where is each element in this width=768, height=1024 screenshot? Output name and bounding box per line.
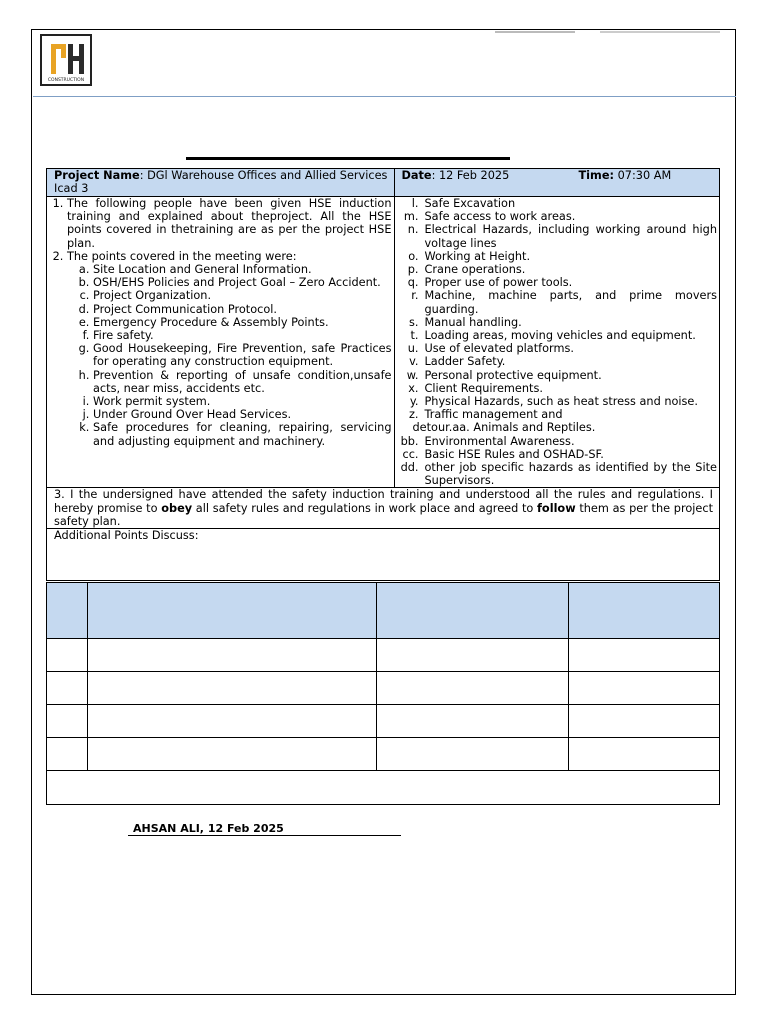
item-text: Traffic management and bbox=[424, 408, 563, 422]
table-cell bbox=[47, 705, 88, 738]
table-cell bbox=[569, 639, 720, 672]
list-item: c. Project Organization. bbox=[93, 289, 392, 302]
date-value: : 12 Feb 2025 bbox=[431, 169, 510, 182]
table-cell bbox=[87, 738, 376, 771]
list-item bbox=[395, 263, 718, 276]
list-item bbox=[395, 355, 718, 368]
list-item: j. Under Ground Over Head Services. bbox=[93, 408, 392, 421]
topics-left-cell bbox=[47, 197, 395, 488]
signature-line bbox=[128, 835, 401, 836]
undertaking-cell bbox=[47, 488, 720, 529]
item-marker: t. bbox=[410, 329, 419, 343]
list-item bbox=[395, 289, 718, 315]
table-footer-row bbox=[47, 771, 720, 805]
item-text: detour.aa. Animals and Reptiles. bbox=[412, 421, 596, 435]
induction-table bbox=[46, 168, 720, 581]
header-cell bbox=[569, 583, 720, 639]
list-item: f. Fire safety. bbox=[93, 329, 392, 342]
list-item bbox=[395, 421, 718, 434]
item-text: other job specific hazards as identified by the Site Supervisors. bbox=[424, 461, 717, 488]
topics-intro: The points covered in the meeting were: bbox=[67, 249, 297, 263]
right-topic-list bbox=[395, 197, 718, 487]
time-value: 07:30 AM bbox=[614, 169, 672, 182]
signature-text: AHSAN ALI, 12 Feb 2025 bbox=[133, 822, 284, 835]
list-item bbox=[395, 342, 718, 355]
list-item: a. Site Location and General Information. bbox=[93, 263, 392, 276]
list-item bbox=[395, 197, 718, 210]
item-marker: w. bbox=[406, 368, 419, 382]
table-cell bbox=[376, 705, 569, 738]
item-text: Physical Hazards, such as heat stress and noise. bbox=[424, 395, 698, 409]
list-item bbox=[395, 329, 718, 342]
list-item: d. Project Communication Protocol. bbox=[93, 303, 392, 316]
item-text: Basic HSE Rules and OSHAD-SF. bbox=[424, 447, 604, 461]
item-marker: dd. bbox=[400, 461, 419, 475]
date-label: Date bbox=[401, 169, 432, 182]
header-row bbox=[47, 169, 720, 197]
item-text: Working at Height. bbox=[424, 249, 531, 263]
table-cell bbox=[376, 639, 569, 672]
item-text: Electrical Hazards, including working around high voltage lines bbox=[424, 223, 717, 250]
table-cell bbox=[47, 639, 88, 672]
project-name-value: : DGl Warehouse Offices and Allied Services Icad 3 bbox=[54, 169, 388, 196]
item-marker: s. bbox=[409, 315, 419, 329]
topics-sublist bbox=[67, 263, 392, 448]
company-logo bbox=[40, 34, 92, 86]
undertaking-text: them as per the project safety plan. bbox=[54, 501, 714, 528]
list-item: i. Work permit system. bbox=[93, 395, 392, 408]
header-cell bbox=[376, 583, 569, 639]
list-item: e. Emergency Procedure & Assembly Points. bbox=[93, 316, 392, 329]
item-text: Crane operations. bbox=[424, 263, 526, 277]
table-cell bbox=[87, 672, 376, 705]
item-marker: x. bbox=[408, 381, 419, 395]
main-list bbox=[49, 197, 392, 448]
obey-word: obey bbox=[161, 501, 193, 515]
list-item bbox=[395, 223, 718, 249]
undertaking-text: all safety rules and regulations in work place and agreed to bbox=[192, 501, 538, 515]
table-row bbox=[47, 738, 720, 771]
item-text: Safe Excavation bbox=[424, 197, 516, 210]
item-marker: o. bbox=[408, 249, 419, 263]
list-item: 1. The following people have been given HSE induction training and explained about theproject. All the HSE points covered in thetraining are as per the project HSE plan. bbox=[67, 197, 392, 250]
list-item bbox=[395, 276, 718, 289]
list-item bbox=[395, 448, 718, 461]
date-time-cell bbox=[394, 169, 720, 197]
project-name-label: Project Name bbox=[54, 169, 140, 182]
list-item bbox=[395, 316, 718, 329]
table-cell bbox=[569, 705, 720, 738]
attendance-header-row bbox=[47, 583, 720, 639]
list-item bbox=[395, 369, 718, 382]
item-marker: m. bbox=[403, 210, 419, 224]
table-row bbox=[47, 705, 720, 738]
additional-points-cell bbox=[47, 529, 720, 581]
item-marker: y. bbox=[409, 395, 419, 409]
item-text: Personal protective equipment. bbox=[424, 368, 602, 382]
item-text: Use of elevated platforms. bbox=[424, 342, 574, 356]
follow-word: follow bbox=[537, 501, 576, 515]
item-text: Loading areas, moving vehicles and equipment. bbox=[424, 329, 696, 343]
list-item bbox=[395, 210, 718, 223]
additional-points-label: Additional Points Discuss: bbox=[54, 529, 199, 543]
table-row bbox=[47, 672, 720, 705]
undertaking-row bbox=[47, 488, 720, 529]
list-item bbox=[395, 435, 718, 448]
list-item bbox=[395, 408, 718, 421]
header-cell bbox=[87, 583, 376, 639]
item-marker: n. bbox=[407, 223, 419, 237]
item-marker: bb. bbox=[400, 434, 419, 448]
table-cell bbox=[376, 738, 569, 771]
item-text: Machine, machine parts, and prime movers guarding. bbox=[424, 289, 717, 316]
table-cell bbox=[47, 672, 88, 705]
item-marker: u. bbox=[407, 342, 419, 356]
table-cell bbox=[87, 705, 376, 738]
svg-text:CONSTRUCTION: CONSTRUCTION bbox=[47, 78, 85, 83]
top-rule-mark-2 bbox=[600, 31, 720, 33]
table-cell bbox=[569, 738, 720, 771]
table-cell bbox=[47, 771, 720, 805]
item-marker: q. bbox=[407, 276, 419, 290]
table-row bbox=[47, 639, 720, 672]
item-marker: cc. bbox=[402, 447, 419, 461]
list-item bbox=[395, 395, 718, 408]
time-label: Time: bbox=[578, 169, 614, 182]
project-name-cell bbox=[47, 169, 395, 197]
header-cell bbox=[47, 583, 88, 639]
list-item: k. Safe procedures for cleaning, repairing, servicing and adjusting equipment and machinery. bbox=[93, 421, 392, 447]
attendance-table bbox=[46, 582, 720, 805]
table-cell bbox=[376, 672, 569, 705]
item-marker: v. bbox=[409, 355, 419, 369]
list-item bbox=[395, 461, 718, 487]
item-text: Safe access to work areas. bbox=[424, 210, 576, 224]
list-item: h. Prevention & reporting of unsafe condition,unsafe acts, near miss, accidents etc. bbox=[93, 369, 392, 395]
item-marker: p. bbox=[407, 263, 419, 277]
item-text: Manual handling. bbox=[424, 315, 522, 329]
topics-row bbox=[47, 197, 720, 488]
list-item: g. Good Housekeeping, Fire Prevention, safe Practices for operating any construction equipment. bbox=[93, 342, 392, 368]
item-marker: z. bbox=[408, 408, 419, 422]
top-rule-mark bbox=[495, 31, 575, 33]
title-underline bbox=[186, 157, 510, 160]
header-divider bbox=[33, 96, 736, 97]
list-item bbox=[395, 382, 718, 395]
item-text: Ladder Safety. bbox=[424, 355, 506, 369]
item-marker: r. bbox=[411, 289, 419, 303]
item-text: Proper use of power tools. bbox=[424, 276, 573, 290]
table-cell bbox=[47, 738, 88, 771]
table-cell bbox=[87, 639, 376, 672]
list-item: b. OSH/EHS Policies and Project Goal – Zero Accident. bbox=[93, 276, 392, 289]
table-cell bbox=[569, 672, 720, 705]
topics-right-cell bbox=[394, 197, 720, 488]
additional-points-row bbox=[47, 529, 720, 581]
undertaking-text: 3. I the undersigned have attended the safety induction training and understood all the rules and regulations. I hereby promise to bbox=[54, 488, 713, 515]
item-text: Client Requirements. bbox=[424, 381, 543, 395]
list-item bbox=[395, 250, 718, 263]
list-item bbox=[67, 250, 392, 448]
item-text: Environmental Awareness. bbox=[424, 434, 575, 448]
item-marker: l. bbox=[411, 197, 419, 210]
